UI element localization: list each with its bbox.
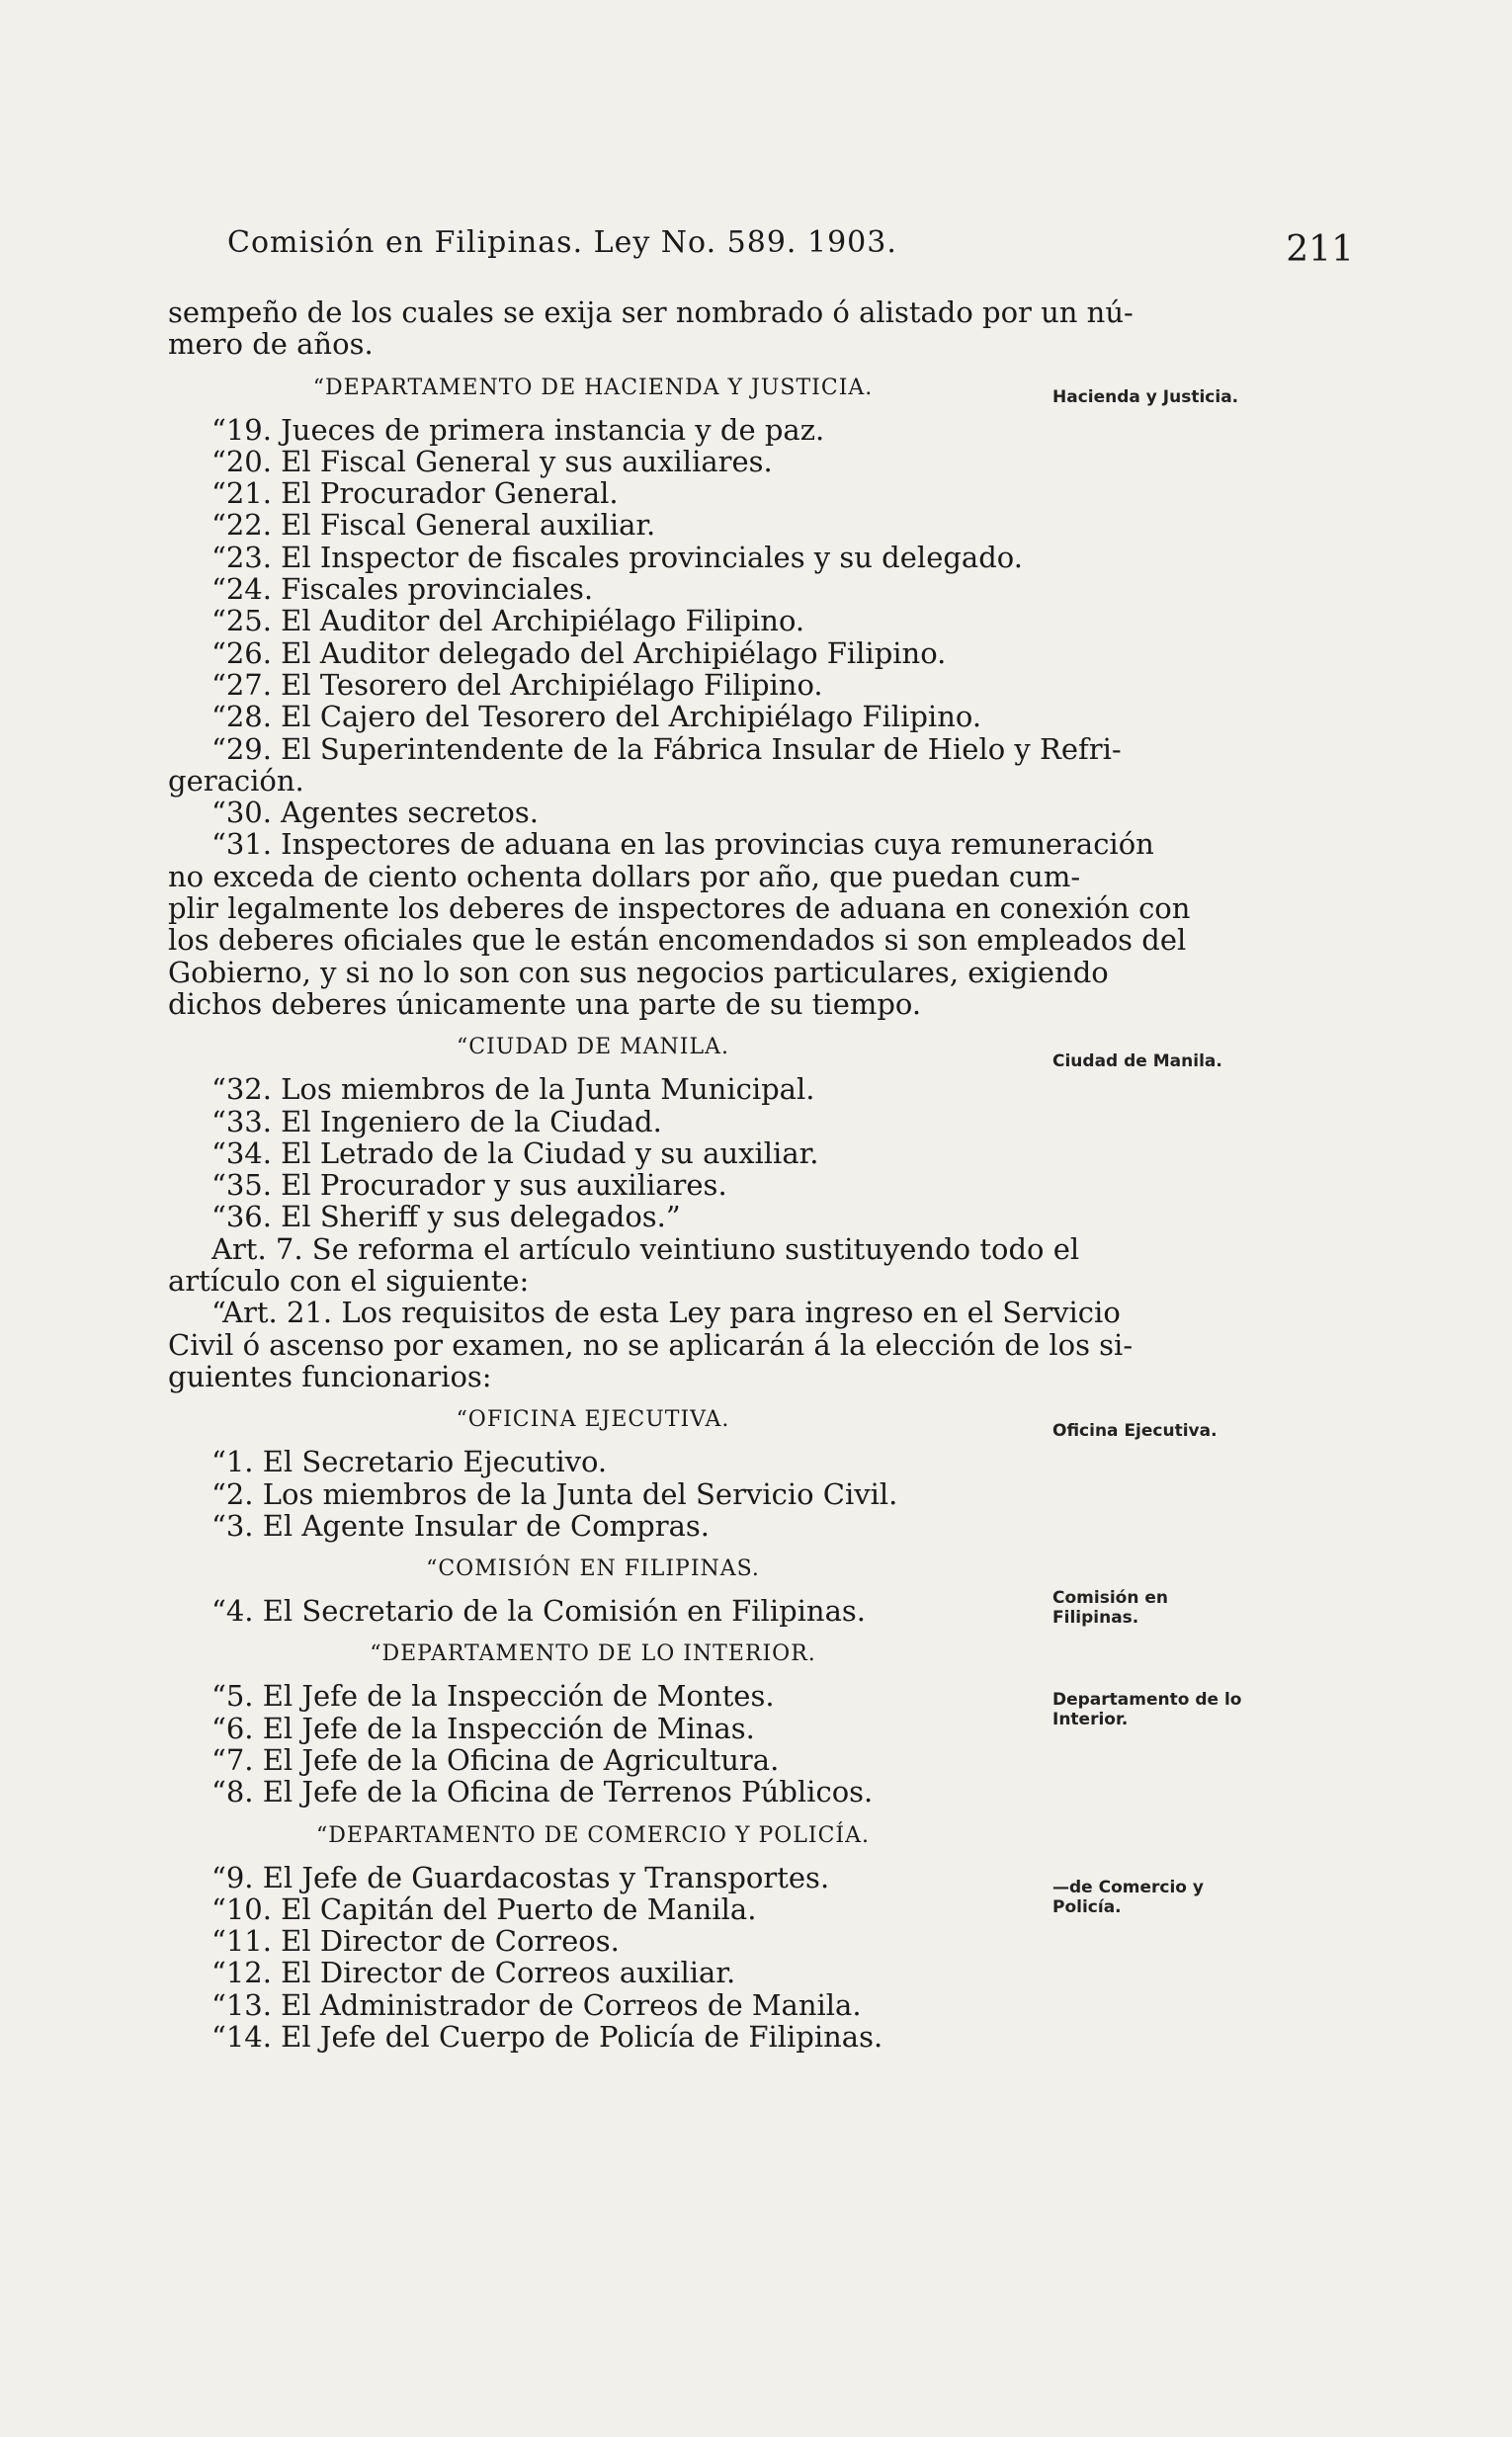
list-item: “12. El Director de Correos auxiliar. (211, 1956, 736, 1990)
list-item: “35. El Procurador y sus auxiliares. (211, 1168, 727, 1203)
list-item: “9. El Jefe de Guardacostas y Transportes. (211, 1860, 830, 1894)
margin-note-interior: Departamento de lo Interior. (1052, 1690, 1242, 1729)
margin-note-comision: Comisión en Filipinas. (1052, 1588, 1168, 1628)
list-item: “13. El Administrador de Correos de Manila. (211, 1987, 862, 2022)
list-item-continuation: geración. (168, 763, 304, 798)
list-item: “14. El Jefe del Cuerpo de Policía de Filipinas. (211, 2020, 883, 2055)
list-item-continuation: dichos deberes únicamente una parte de su tiempo. (168, 986, 922, 1021)
page-header (227, 225, 1354, 275)
list-item-continuation: Gobierno, y si no lo son con sus negocios particulares, exigiendo (168, 955, 1109, 989)
section-heading-manila: “CIUDAD DE MANILA. (456, 1035, 729, 1060)
list-item: “2. Los miembros de la Junta del Servicio Civil. (211, 1476, 898, 1511)
list-item: “31. Inspectores de aduana en las provincias cuya remuneración (211, 827, 1154, 862)
article-21-line: “Art. 21. Los requisitos de esta Ley para ingreso en el Servicio (211, 1296, 1121, 1330)
list-item: “11. El Director de Correos. (211, 1924, 620, 1959)
list-item: “28. El Cajero del Tesorero del Archipiélago Filipino. (211, 700, 982, 734)
text-line: sempeño de los cuales se exija ser nombrado ó alistado por un nú- (168, 295, 1134, 329)
list-item-continuation: no exceda de ciento ochenta dollars por año, que puedan cum- (168, 859, 1081, 893)
list-item: “20. El Fiscal General y sus auxiliares. (211, 444, 773, 478)
list-item: “25. El Auditor del Archipiélago Filipino. (211, 604, 805, 638)
margin-note-manila: Ciudad de Manila. (1052, 1051, 1222, 1071)
section-heading-interior: “DEPARTAMENTO DE LO INTERIOR. (370, 1641, 816, 1667)
list-item-continuation: los deberes oficiales que le están encomendados si son empleados del (168, 923, 1187, 958)
section-heading-comision: “COMISIÓN EN FILIPINAS. (426, 1556, 760, 1582)
list-item-continuation: plir legalmente los deberes de inspectores de aduana en conexión con (168, 891, 1191, 926)
list-item: “36. El Sheriff y sus delegados.” (211, 1200, 681, 1234)
list-item: “21. El Procurador General. (211, 476, 619, 511)
list-item: “26. El Auditor delegado del Archipiélago Filipino. (211, 635, 947, 670)
section-heading-hacienda: “DEPARTAMENTO DE HACIENDA Y JUSTICIA. (312, 375, 874, 400)
article-21-line: guientes funcionarios: (168, 1359, 492, 1393)
page-body (168, 295, 1191, 2055)
list-item: “32. Los miembros de la Junta Municipal. (211, 1072, 815, 1107)
list-item: “24. Fiscales provinciales. (211, 572, 594, 607)
list-item: “34. El Letrado de la Ciudad y su auxiliar. (211, 1135, 819, 1170)
running-title: Comisión en Filipinas. Ley No. 589. 1903. (227, 225, 897, 260)
list-item: “1. El Secretario Ejecutivo. (211, 1445, 608, 1479)
list-item: “4. El Secretario de la Comisión en Filipinas. (211, 1594, 867, 1629)
list-item: “8. El Jefe de la Oficina de Terrenos Públicos. (211, 1775, 874, 1809)
article-21-line: Civil ó ascenso por examen, no se aplicarán á la elección de los si- (168, 1327, 1134, 1362)
list-item: “7. El Jefe de la Oficina de Agricultura. (211, 1742, 780, 1777)
list-item: “33. El Ingeniero de la Ciudad. (211, 1104, 662, 1138)
section-heading-comercio: “DEPARTAMENTO DE COMERCIO Y POLICÍA. (315, 1822, 870, 1848)
list-item: “22. El Fiscal General auxiliar. (211, 508, 656, 543)
list-item: “30. Agentes secretos. (211, 796, 539, 830)
list-item: “10. El Capitán del Puerto de Manila. (211, 1891, 757, 1926)
text-line: mero de años. (168, 327, 374, 362)
list-item: “29. El Superintendente de la Fábrica Insular de Hielo y Refri- (211, 731, 1122, 766)
margin-note-ejecutiva: Oficina Ejecutiva. (1052, 1421, 1218, 1441)
article-7-line: artículo con el siguiente: (168, 1264, 530, 1299)
margin-note-comercio: —de Comercio y Policía. (1052, 1878, 1204, 1917)
article-7-line: Art. 7. Se reforma el artículo veintiuno sustituyendo todo el (211, 1231, 1080, 1266)
list-item: “6. El Jefe de la Inspección de Minas. (211, 1711, 755, 1745)
list-item: “19. Jueces de primera instancia y de paz. (211, 412, 825, 447)
list-item: “27. El Tesorero del Archipiélago Filipino. (211, 667, 823, 702)
list-item: “3. El Agente Insular de Compras. (211, 1508, 711, 1543)
list-item: “5. El Jefe de la Inspección de Montes. (211, 1679, 775, 1714)
page-number: 211 (1286, 229, 1354, 270)
list-item: “23. El Inspector de fiscales provinciales y su delegado. (211, 540, 1023, 574)
section-heading-ejecutiva: “OFICINA EJECUTIVA. (456, 1407, 730, 1433)
margin-note-hacienda: Hacienda y Justicia. (1052, 387, 1239, 407)
